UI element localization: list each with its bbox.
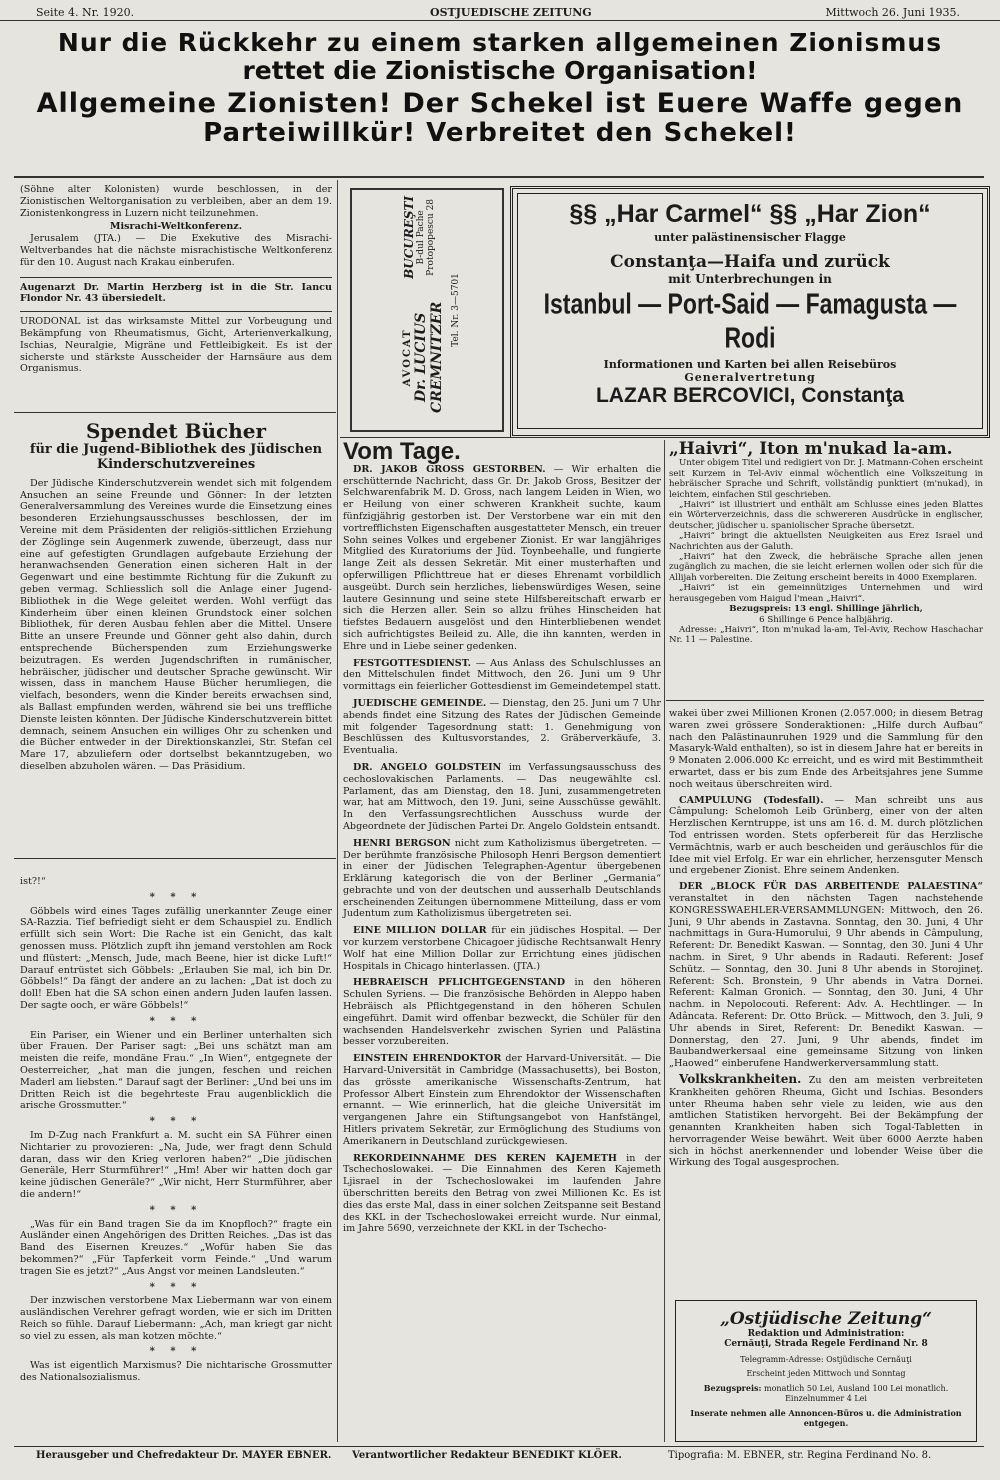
kkl-continued: wakei über zwei Millionen Kronen (2.057.000; in diesem Betrag waren zwei grössere Sonderaktionen: „Hilfe durch Aufbau“ nach den Palästinaunruhen 1929 und die Sammlung für den Masaryk-Wald enthalten), so ist in diesem Jahre hat er bereits in 9 Monaten 2.006.000 Kc erreicht, und es wird mit Bestimmtheit erwartet, dass er bis zum Ende des Arbeitsjahres jene Summe noch weitaus überschreiten wird. <box>669 708 983 790</box>
ship-interruptions: mit Unterbrechungen in <box>668 272 832 286</box>
urodonal-ad: URODONAL ist das wirksamste Mittel zur Vorbeugung und Bekämpfung von Rheumatismus, Gicht, Arterienverkalkung, Ischias, Neuralgie, Migräne und Fettleibigkeit. Es ist der sicherste und stärkste Ausscheider der Harnsäure aus dem Organismus. <box>20 316 332 375</box>
separator-stars: * * * <box>149 1204 203 1216</box>
ship-agent: LAZAR BERCOVICI, Constanţa <box>595 384 904 407</box>
news-item-text: in der Tschechoslowakei. — Die Einnahmen des Keren Kajemeth Ljisrael in der Tschechoslowakei im laufenden Jahre überschritten bereits den Betrag von zwei Millionen Kc. Es ist dies das erste Mal, dass in einer solchen Zeitspanne seit Bestand des KKL in der Tschechoslowakei erreicht wurde. Nur einmal, im Jahre 5690, verzeichnete der KKL in der Tschecho- <box>343 1152 661 1235</box>
masthead-box <box>675 1300 977 1442</box>
news-item-head: DR. ANGELO GOLDSTEIN <box>353 761 502 773</box>
ship-ad <box>510 186 990 438</box>
masthead-price: monatlich 50 Lei, Ausland 100 Lei monatlich. Einzelnummer 4 Lei <box>764 1384 949 1403</box>
haivri-address: Adresse: „Haivri“, Iton m'nukad la-am, Tel-Aviv, Rechow Haschachar Nr. 11 — Palestine. <box>669 624 983 646</box>
issue-date: Mittwoch 26. Juni 1935. <box>825 6 960 19</box>
left-rule <box>14 412 336 413</box>
left-top-section <box>20 184 332 375</box>
news-item <box>343 838 661 921</box>
ship-info: Informationen und Karten bei allen Reisebüros <box>603 358 897 371</box>
newspaper-name: OSTJUEDISCHE ZEITUNG <box>430 6 592 19</box>
block-head: DER „BLOCK FÜR DAS ARBEITENDE PALAESTINA“ <box>679 881 983 893</box>
news-item-head: JUEDISCHE GEMEINDE. <box>353 697 487 709</box>
campulung-text: — Man schreibt uns aus Câmpulung: Schelomoh Leib Grünberg, einer von der alten Herzlischen Kerntruppe, ist uns am 16. d. M. durch plötzlichen Tod entrissen worden. Stets opferbereit für das Herzlische Vermächtnis, warb er auch bescheiden und geräuschlos für die Idee mit viel Erfolg. Er war ein ehrlicher, herzensguter Mensch und ergebener Zionist. Ehre seinem Andenken. <box>669 794 983 877</box>
anecdote-liebermann: Der inzwischen verstorbene Max Liebermann war von einem ausländischen Verehrer gefragt worden, wie er sich im Dritten Reich so fühle. Darauf Liebermann: „Ach, man kriegt gar nicht so viel zu essen, als man kotzen möchte.“ <box>20 1295 332 1342</box>
footer-rule <box>14 1446 984 1447</box>
running-header <box>0 2 1000 21</box>
ship-route: Constanţa—Haifa und zurück <box>610 252 890 272</box>
news-item-text: der Harvard-Universität. — Die Harvard-Universität in Cambridge (Massachusetts), bei Boston, das grösste amerikanische Wissenschafts-Zentrum, hat Professor Albert Einstein zum Ehrendoktor der Wissenschaften ernannt. — Wie erinnerlich, hat die gleiche Universität im vergangenen Jahre ein Stiftungsangebot von Hanfstängel, Hitlers privatem Sekretär, zur Ermöglichung des Studiums von Amerikanern in Deutschland zurückgewiesen. <box>343 1053 661 1147</box>
haivri-p2: „Haivri“ ist illustriert und enthält am Schlusse eines jeden Blattes ein Wörterverzeichnis, dass die schwereren Ausdrücke in englischer, deutscher, jüdischer u. spaniolischer Sprache übersetzt. <box>669 500 983 531</box>
haivri-p4: „Haivri“ hat den Zweck, die hebräische Sprache allen jenen zugänglich zu machen, die sie leicht erlernen wollen oder sich für die Allijah vorbereiten. Die Zeitung erscheint bereits in 4000 Exemplaren. <box>669 552 983 583</box>
zionist-congress-note: (Söhne alter Kolonisten) wurde beschlossen, in der Zionistischen Weltorganisation zu verbleiben, aber an dem 19. Zionistenkongress in Luzern nicht teilzunehmen. <box>20 184 332 219</box>
masthead-title: „Ostjüdische Zeitung“ <box>720 1309 932 1329</box>
news-item-text: im Verfassungsausschuss des cechoslovakischen Parlaments. — Das neugewählte csl. Parlament, das am Dienstag, den 18. Juni, zusammengetreten war, hat am Mittwoch, den 19. Juni, seine Ausschüsse gewählt. In den Verfassungsrechtlichen Ausschuss wurde der Abgeordnete der Jüdischen Partei Dr. Angelo Goldstein entsandt. <box>343 761 661 832</box>
news-item-head: FESTGOTTESDIENST. <box>353 657 471 669</box>
separator-stars: * * * <box>149 1015 203 1027</box>
news-item-text: nicht zum Katholizismus übergetreten. — Der berühmte französische Philosoph Henri Bergson dementiert in einer der Jüdischen Telegraphen-Agentur übergebenen Erklärung kategorisch die von der Berliner „Germania“ gebrachte und von der deutschen und ausserhalb Deutschlands erscheinenden Zeitungen übernommene Mitteilung, dass er vom Judentum zum Katholizismus übergetreten sei. <box>343 837 661 920</box>
herzberg-notice: Augenarzt Dr. Martin Herzberg ist in die Str. Iancu Flondor Nr. 43 übersiedelt. <box>20 281 332 305</box>
ship-names: §§ „Har Carmel“ §§ „Har Zion“ <box>569 200 931 228</box>
anecdote-marxism: Was ist eigentlich Marxismus? Die nichtarische Grossmutter des Nationalsozialismus. <box>20 1360 332 1384</box>
separator-stars: * * * <box>149 1346 203 1358</box>
masthead-admin: Redaktion und Administration: <box>747 1329 905 1339</box>
ship-agency: Generalvertretung <box>684 371 816 384</box>
banner-line-4: Parteiwillkür! Verbreitet den Schekel! <box>203 118 797 148</box>
lawyer-address: B-dul Pache Protopopescu 28 <box>416 198 436 276</box>
misrachi-text: Jerusalem (JTA.) — Die Exekutive des Misrachi-Weltverbandes hat die nächste misrachistische Weltkonferenz für den 10. August nach Krakau einberufen. <box>20 233 332 268</box>
haivri-rule <box>666 700 984 701</box>
haivri-price-2: 6 Shillinge 6 Pence halbjährig. <box>759 614 893 625</box>
haivri-title: „Haivri“, Iton m'nukad la-am. <box>669 439 953 459</box>
haivri-price: Bezugspreis: 13 engl. Shillinge jährlich, <box>729 604 923 615</box>
haivri-p3: „Haivri“ bringt die aktuellsten Neuigkeiten aus Erez Israel und Nachrichten aus der Galuth. <box>669 531 983 552</box>
news-item <box>343 1153 661 1236</box>
anecdote-women: Ein Pariser, ein Wiener und ein Berliner unterhalten sich über Frauen. Der Pariser sagt: „Bei uns schätzt man am meisten die reife, mondäne Frau.“ „In Wien“, entgegnete der Oesterreicher, „hat man die jungen, feschen und reichen Maderl am liebsten.“ Darauf sagt der Berliner: „Und bei uns im Dritten Reich ist die begehrteste Frau augenblicklich die arische Grossmutter.“ <box>20 1029 332 1112</box>
footer <box>0 1450 1000 1470</box>
separator-stars: * * * <box>149 891 203 903</box>
haivri-p1: Unter obigem Titel und redigiert von Dr. J. Matmann-Cohen erscheint seit Kurzem in Tel-Aviv einmal wöchentlich eine Volkszeitung in hebräischer Sprache und Schrift, vollständig punktiert (m'nukad), in leichtem, einfachen Stil geschrieben. <box>669 458 984 500</box>
news-item <box>343 464 661 653</box>
news-item <box>343 658 661 693</box>
news-item <box>343 762 661 833</box>
books-subtitle: für die Jugend-Bibliothek des Jüdischen Kinderschutzvereines <box>29 441 323 472</box>
anecdote-iron-cross: „Was für ein Band tragen Sie da im Knopfloch?“ fragte ein Ausländer einen Angehörigen des Dritten Reiches. „Das ist das Band des Eisernen Kreuzes.“ „Wofür haben Sie das bekommen?“ „Für Tapferkeit vorm Feinde.“ „Und warum tragen Sie es jetzt?“ „Aus Angst vor meinen Landsleuten.“ <box>20 1218 332 1277</box>
ship-ports: Istanbul — Port-Said — Famagusta — Rodi <box>543 287 957 354</box>
lawyer-title: AVOCAT <box>402 328 413 387</box>
books-rule <box>14 858 336 859</box>
footer-editor: Verantwortlicher Redakteur BENEDIKT KLÖER. <box>352 1450 622 1461</box>
page-number: Seite 4. Nr. 1920. <box>36 6 135 19</box>
lawyer-ad <box>350 188 504 432</box>
separator-stars: * * * <box>149 1281 203 1293</box>
banner-line-2: rettet die Zionistische Organisation! <box>242 56 758 85</box>
lawyer-city: BUCUREŞTI <box>402 195 416 279</box>
news-item <box>343 698 661 757</box>
lawyer-name: Dr. LUCIUS CREMNITZER <box>413 301 445 413</box>
haivri-p5: „Haivri“ ist ein gemeinnütziges Unternehmen und wird herausgegeben vom Haigud l'mean „Haivri“. <box>669 583 983 604</box>
anecdote-goebbels: Göbbels wird eines Tages zufällig unerkannter Zeuge einer SA-Razzia. Tief befriedigt sieht er dem Schauspiel zu. Endlich erfüllt sich sein Wort: Die Rache ist ein Genicht, das kalt genossen muss. Plötzlich zupft ihn jemand verstohlen am Rock und flüstert: „Mensch, Jude, mach Beene, hier ist dicke Luft!“ Darauf entrüstet sich Göbbels: „Erlauben Sie mal, ich bin Dr. Göbbels!“ Da fängt der andere an zu lachen: „Dat ist doch zu doll! Eben hat die SA schon einen andern Juden laufen lassen. Der sagte ooch, er wäre Göbbels!“ <box>20 905 332 1011</box>
anecdotes <box>20 876 332 1384</box>
lawyer-phone: Tel. Nr. 3—5701 <box>451 273 461 347</box>
banner-line-1: Nur die Rückkehr zu einem starken allgemeinen Zionismus <box>57 28 943 57</box>
news-item-text: — Dienstag, den 25. Juni um 7 Uhr abends findet eine Sitzung des Rates der Jüdischen Gemeinde mit folgender Tagesordnung statt: 1. Genehmigung von Beschlüssen des Kultusvorstandes, 2. Gräberverkäufe, 3. Eventualia. <box>343 697 661 757</box>
footer-publisher: Herausgeber und Chefredakteur Dr. MAYER EBNER. <box>36 1450 332 1461</box>
banner-rule <box>14 176 984 178</box>
block-text: veranstaltet in den nächsten Tagen nachstehende KONGRESSWAEHLER-VERSAMMLUNGEN: Mittwoch, den 26. Juni, 9 Uhr abends in Zastavna. Sonntag, den 30. Juni, 4 Uhr nachmittags in Gura-Humorului, 9 Uhr abends in Câmpulung, Referent: Dr. Benedikt Kaswan. — Sonntag, den 30. Juni 4 Uhr nachm. in Siret, 9 Uhr abends in Radauti. Referent: Josef Schütz. — Sonntag, den 30. Juni 8 Uhr abends in Storojineţ. Referent: Sch. Bronstein, 9 Uhr abends in Vatra Dornei. Referent: Kalman Gronich. — Sonntag, den 30. Juni, 4 Uhr nachm. in Nepolocouti. Referent: Adv. A. Hechtlinger. — In Adâncata. Referent: Dr. Otto Brück. — Mittwoch, den 3. Juli, 9 Uhr abends in Siret, Referent: Dr. Benedikt Kaswan. — Donnerstag, den 27. Juni, 9 Uhr abends, findet im Baubandwerkersaal eine gemeinsame Sitzung von linken „Haowed“ einberufene Handwerkerversammlung statt. <box>669 892 983 1070</box>
campulung-head: CAMPULUNG (Todesfall). <box>679 794 824 806</box>
news-item <box>343 1053 661 1147</box>
news-item-head: DR. JAKOB GROSS GESTORBEN. <box>353 463 546 475</box>
vom-tage-title: Vom Tage. <box>343 438 461 465</box>
masthead-ads: Inserate nehmen alle Annoncen-Büros u. die Administration entgegen. <box>690 1408 962 1428</box>
column-rule-1 <box>337 180 338 1442</box>
column-rule-2 <box>664 440 665 1442</box>
vom-tage-section <box>343 438 661 1240</box>
right-news <box>669 708 983 1169</box>
news-item-text: — Aus Anlass des Schulschlusses an den Mittelschulen findet Mittwoch, den 26. Juni um 9 Uhr vormittags ein feierlicher Gottesdienst im Gemeindetempel statt. <box>343 657 661 693</box>
volkskrankheiten-head: Volkskrankheiten. <box>679 1071 802 1086</box>
news-item-text: für ein jüdisches Hospital. — Der vor kurzem verstorbene Chicagoer jüdische Rechtsanwalt Henry Wolf hat eine Million Dollar zur Errichtung eines jüdischen Hospitals in Chicago hinterlassen. (JTA.) <box>343 925 661 972</box>
banner-line-3: Allgemeine Zionisten! Der Schekel ist Euere Waffe gegen <box>36 88 964 119</box>
news-item <box>343 925 661 972</box>
masthead-address: Cernăuţi, Strada Regele Ferdinand Nr. 8 <box>724 1339 928 1349</box>
books-body: Der Jüdische Kinderschutzverein wendet sich mit folgendem Ansuchen an seine Freunde und Gönner: In der letzten Generalversammlung des Vereines wurde die Einsetzung eines besonderen Erziehungsausschusses beschlossen, der im Vereine mit dem Präsidenten der religiös-sittlichen Erziehung der Zöglinge sein Augenmerk zuwende, überzeugt, dass nur eine auf gefestigten Grundlagen aufgebaute Erziehung der heranwachsenden Generation einen sicheren Halt in der Gegenwart und eine bestimmte Richtung für die Zukunft zu geben vermag. Schliesslich soll die Anlage einer Jugend-Bibliothek in die Wege geleitet werden. Wohl verfügt das Kinderheim über einen kleinen Grundstock einer solchen Bibliothek, für deren Ausbau fehlen aber die Mittel. Unsere Bitte an unsere Freunde und Gönner geht also dahin, durch entsprechende Bücherspenden zum Erziehungswerke beizutragen. Es werden Jugendschriften in rumänischer, hebräischer, jüdischer und deutscher Sprache gewünscht. Wir wissen, dass in manchem Hause Bücher herumliegen, die vielfach, besonders, wenn die Kinder bereits erwachsen sind, als Ballast empfunden werden, während sie bei uns treffliche Dienste leisten könnten. Der Jüdische Kinderschutzverein bittet demnach, seinem Ansuchen ein williges Ohr zu schenken und die Bücher entweder in der Direktionskanzlei, Str. Stefan cel Mare 17, abzuliefern oder dortselbst bekanntzugeben, wo dieselben abzuholen wären. — Das Präsidium. <box>20 477 332 772</box>
books-title: Spendet Bücher <box>85 419 267 443</box>
footer-printer: Tipografia: M. EBNER, str. Regina Ferdinand No. 8. <box>668 1450 932 1461</box>
news-item-head: REKORDEINNAHME DES KEREN KAJEMETH <box>353 1152 617 1164</box>
masthead-price-label: Bezugspreis: <box>703 1383 762 1393</box>
news-item-head: EINE MILLION DOLLAR <box>353 925 487 937</box>
ship-flag: unter palästinensischer Flagge <box>654 231 846 244</box>
news-item <box>343 977 661 1048</box>
anecdote-train: Im D-Zug nach Frankfurt a. M. sucht ein SA Führer einen Nichtarier zu provozieren: „Na, Jude, wer fragt denn Schuld daran, dass wir den Krieg verloren haben?“ „Die jüdischen Generäle, Herr Sturmführer!“ „Hm! Aber wir hatten doch gar keine jüdischen Generäle?“ „Wir nicht, Herr Sturmführer, aber die andern!“ <box>20 1129 332 1200</box>
news-item-head: EINSTEIN EHRENDOKTOR <box>353 1053 502 1065</box>
anecdote-intro: ist?!“ <box>20 876 46 887</box>
volkskrankheiten-text: Zu den am meisten verbreiteten Krankheiten gehören Rheuma, Gicht und Ischias. Besonders unter Rheuma haben sehr viele zu leiden, wie aus den amtlichen Statistiken hervorgeht. Bei der Bekämpfung der genannten Krankheiten haben sich Togal-Tabletten in hervorragender Weise bewährt. Weit über 6000 Aerzte haben sich in höchst anerkennender und lobender Weise über die Wirkung des Togal ausgesprochen. <box>669 1074 983 1169</box>
news-item-head: HEBRAEISCH PFLICHTGEGENSTAND <box>353 977 566 989</box>
news-item-text: — Wir erhalten die erschütternde Nachricht, dass Gr. Dr. Jakob Gross, Besitzer der Selchwarenfabrik M. D. Gross, nach langem Leiden in Wien, wo er Heilung von einer schweren Krankheit suchte, kaum fünfzigjährig gestorben ist. Der Verstorbene war ein mit den vortrefflichsten Eigenschaften ausgestatteter Mensch, ein treuer Sohn seines Volkes und ergebener Zionist. Er war langjähriges Mitglied des Kuratoriums der Jüd. Toynbeehalle, und fungierte lange Zeit als dessen Sekretär. Mit einer musterhaften und opferwilligen Pflichttreue hat er dieses Ehrenamt vorbildlich ausgeübt. Durch sein herzliches, liebenswürdiges Wesen, seine lautere Gesinnung und seine stete Hilfsbereitschaft erwarb er sich die Herzen aller. Sein so allzu frühes Hinscheiden hat tiefstes Bedauern ausgelöst und den Hinterbliebenen wendet sich aufrichtigstes Beileid zu. Alle, die ihn kannten, werden in Ehre und in Liebe seiner gedenken. <box>343 463 661 652</box>
masthead-schedule: Erscheint jeden Mittwoch und Sonntag <box>746 1369 906 1378</box>
misrachi-headline: Misrachi-Weltkonferenz. <box>109 221 243 233</box>
news-item-text: in den höheren Schulen Syriens. — Die französische Behörden in Aleppo haben Hebräisch als Pflichtgegenstand in den höheren Schulen eingeführt. Damit wird offenbar bezweckt, die Schüler für den wachsenden Handelsverkehr zwischen Syrien und Palästina besser vorzubereiten. <box>343 977 661 1048</box>
separator-stars: * * * <box>149 1116 203 1128</box>
haivri-ad <box>669 439 984 646</box>
news-item-head: HENRI BERGSON <box>353 837 451 849</box>
books-appeal <box>20 419 332 773</box>
masthead-telegram: Telegramm-Adresse: Ostjüdische Cernăuţi <box>740 1355 912 1364</box>
